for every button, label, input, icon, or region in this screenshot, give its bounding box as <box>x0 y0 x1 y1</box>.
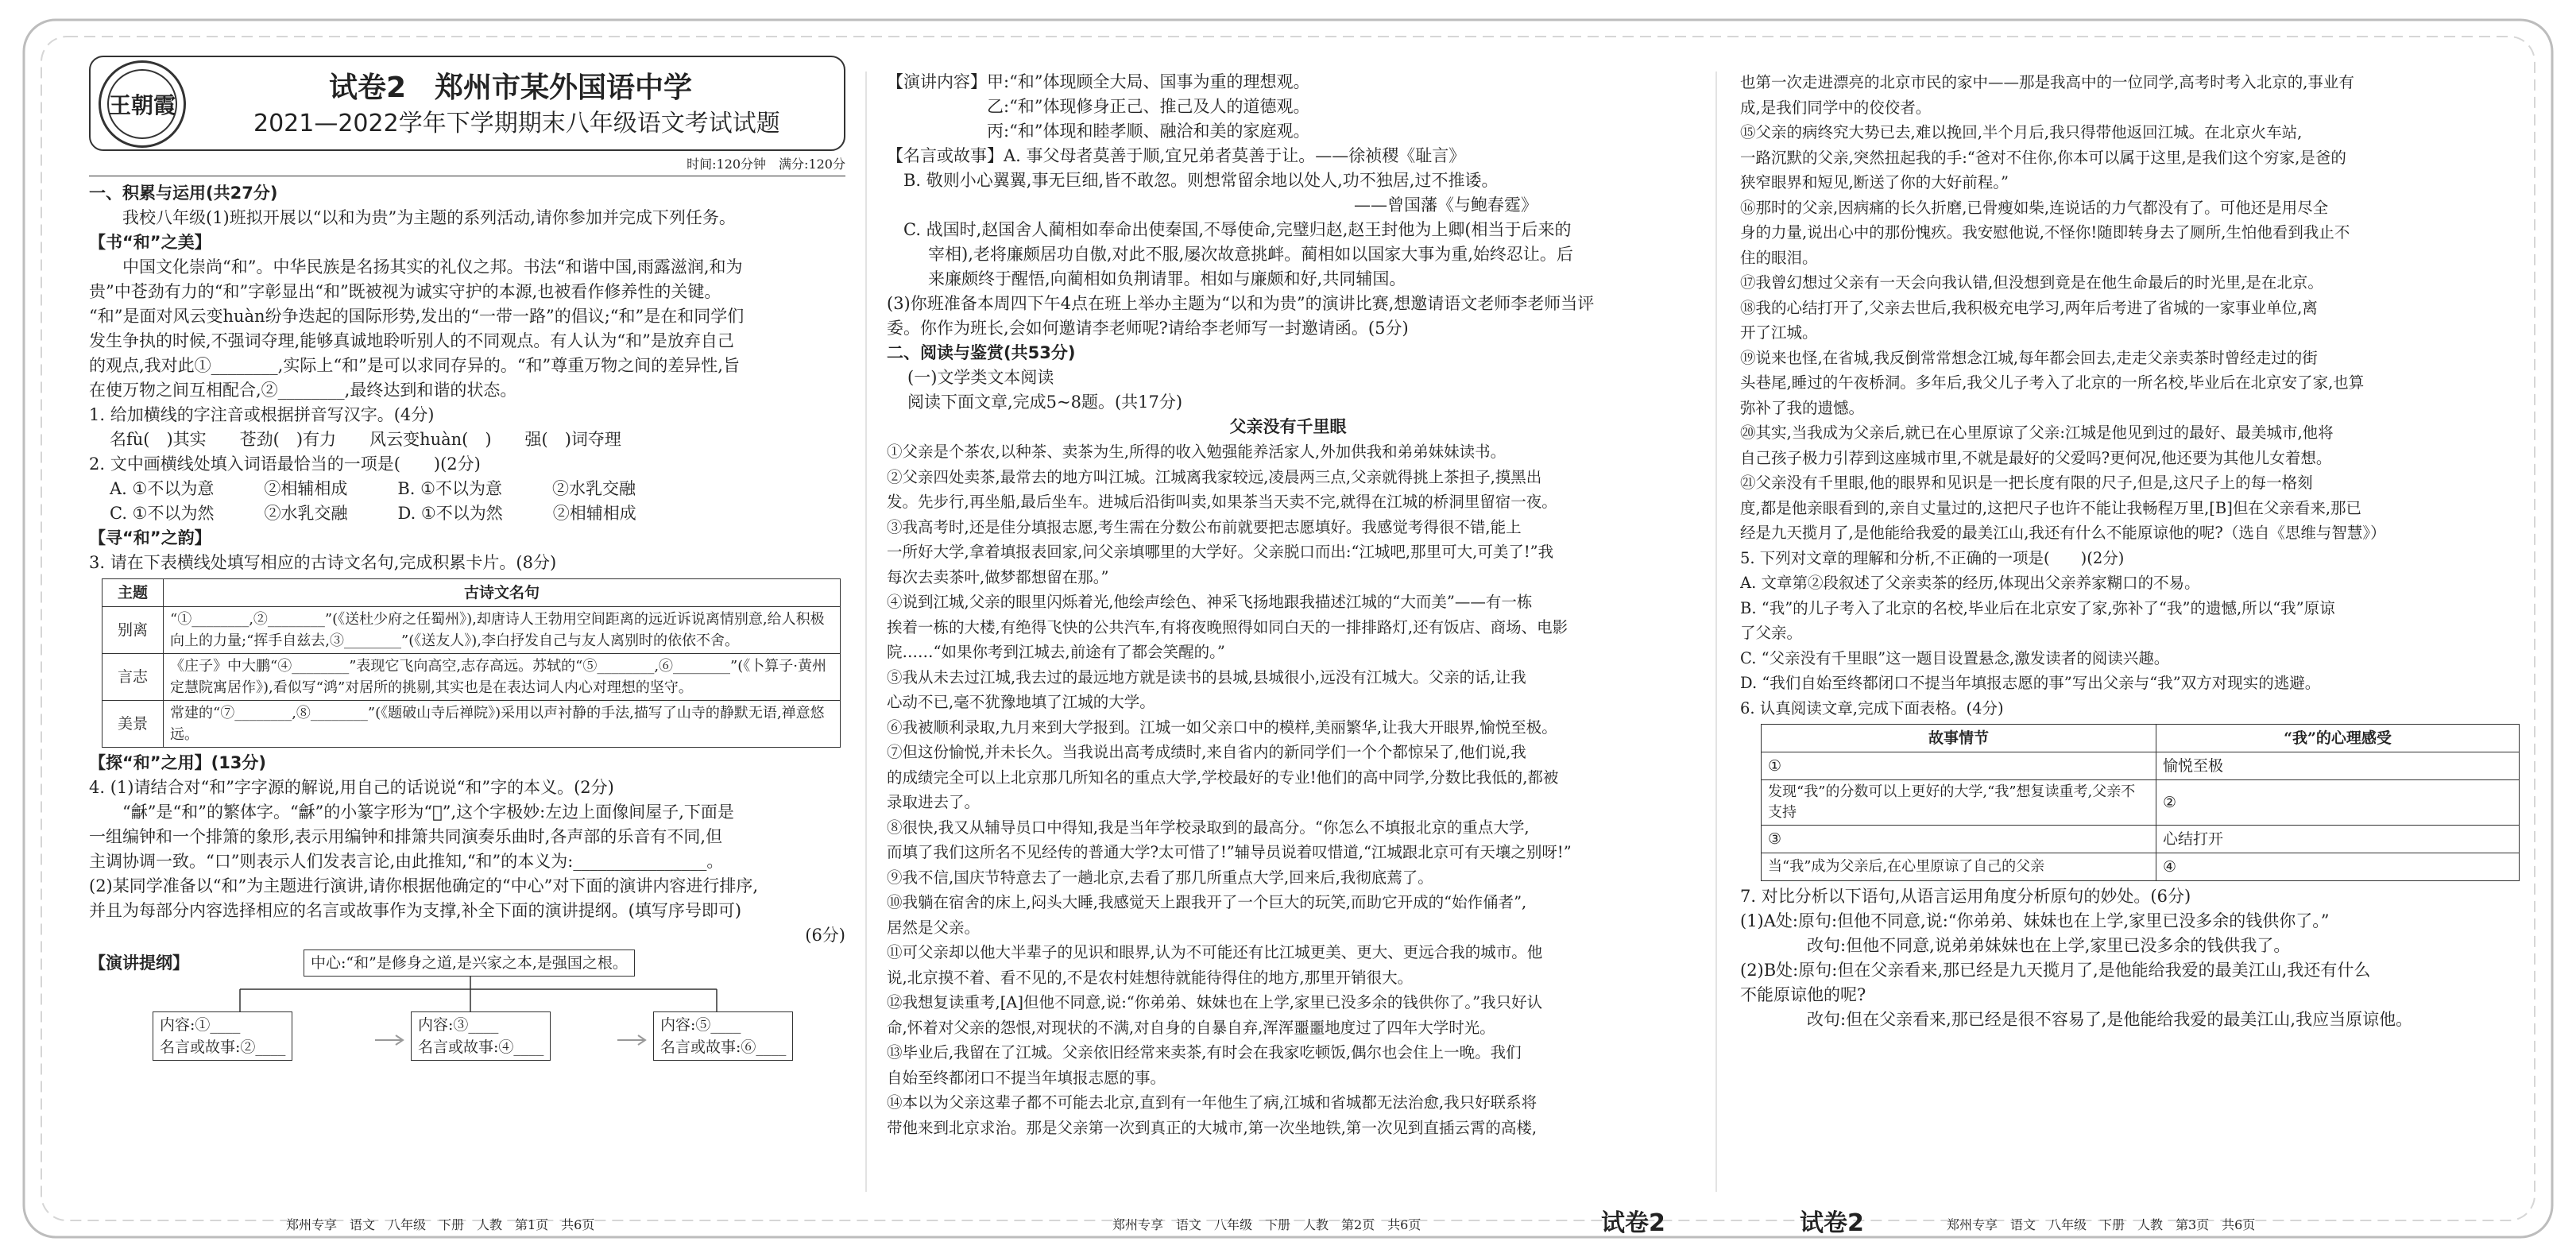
table-cell: 言志 <box>102 654 164 701</box>
text-line: 也第一次走进漂亮的北京市民的家中——那是我高中的一位同学,高考时考入北京的,事业有 <box>1740 73 2354 91</box>
text-line: ⑰我曾幻想过父亲有一天会向我认错,但没想到竟是在他生命最后的时光里,是在北京。 <box>1740 273 2323 292</box>
article-line: 自始至终都闭口不提当年填报志愿的事。 <box>887 1068 1166 1087</box>
text-line: 了父亲。 <box>1740 624 1803 642</box>
instruction: 阅读下面文章,完成5~8题。(共17分) <box>907 393 1183 412</box>
text-line: 头巷尾,睡过的午夜桥洞。多年后,我父儿子考入了北京的一所名校,毕业后在北京安了家,也算 <box>1740 373 2365 392</box>
table-cell: 美景 <box>102 701 164 748</box>
text-line: 一路沉默的父亲,突然扭起我的手:“爸对不住你,你本可以属于这里,是我们这个穷家,是爸的 <box>1740 148 2346 167</box>
question-2-options-ab: A. ①不以为意 ②相辅相成 B. ①不以为意 ②水乳交融 <box>110 479 636 498</box>
outline-box-1[interactable] <box>153 1011 292 1061</box>
text-line: (2)B处:原句:但在父亲看来,那已经是九天揽月了,是他能给我爱的最美江山,我还有什么 <box>1740 961 2371 980</box>
article-line: ⑤我从未去过江城,我去过的最远地方就是读书的县城,县城很小,远没有江城大。父亲的话,让我 <box>887 667 1526 687</box>
article-line: ⑫我想复读重考,[A]但他不同意,说:“你弟弟、妹妹也在上学,家里已没多余的钱供你了。”我只好认 <box>887 993 1543 1011</box>
text-line: A. 文章第②段叙述了父亲卖茶的经历,体现出父亲养家糊口的不易。 <box>1740 574 2200 592</box>
article-line: 院……“如果你考到江城去,前途有了都会笑醒的。” <box>887 643 1225 661</box>
table-cell: 心结打开 <box>2156 826 2520 853</box>
outline-box-content: 内容:①____ <box>160 1016 241 1034</box>
text-line: 7. 对比分析以下语句,从语言运用角度分析原句的妙处。(6分) <box>1740 887 2191 906</box>
speech-outline-diagram <box>89 948 845 1083</box>
article-line: ④说到江城,父亲的眼里闪烁着光,他绘声绘色、神采飞扬地跟我描述江城的“大而美”——有一栋 <box>887 593 1533 611</box>
table-cell: 别离 <box>102 607 164 654</box>
table-cell[interactable]: 《庄子》中大鹏“④________”表现它飞向高空,志存高远。苏轼的“⑤________,⑥________”(《卜算子·黄州定慧院寓居作》),看似写“鸿”对居所的挑剔,其实也是在表达词人内心对理想的坚守。 <box>164 654 841 701</box>
table-cell[interactable]: ③ <box>1762 826 2156 853</box>
outline-box-quote: 名言或故事:④____ <box>418 1038 544 1056</box>
text-line: 经是九天揽月了,是他能给我爱的最美江山,我还有什么不能原谅他的呢?（选自《思维与智慧》） <box>1740 524 2386 542</box>
question-3: 3. 请在下表横线处填写相应的古诗文名句,完成积累卡片。(8分) <box>89 553 557 572</box>
text-line: “龢”是“和”的繁体字。“龢”的小篆字形为“𪛉”,这个字极妙:左边上面像间屋子,下面是 <box>122 803 734 822</box>
text-line: 开了江城。 <box>1740 323 1818 342</box>
article-line: ⑧很快,我又从辅导员口中得知,我是当年学校录取到的最高分。“你怎么不填报北京的重点大学, <box>887 818 1530 837</box>
text-line: 身的力量,说出心中的那份愧疚。我安慰他说,不怪你!随即转身去了厕所,生怕他看到我止不 <box>1740 223 2350 242</box>
text-line: “和”是面对风云变huàn纷争迭起的国际形势,发出的“一带一路”的倡议;“和”是在和同学们 <box>89 307 745 326</box>
table-header: 古诗文名句 <box>164 579 841 607</box>
text-line: ㉑父亲没有千里眼,他的眼界和见识是一把长度有限的尺子,但是,这尺子上的每一格刻 <box>1740 474 2313 492</box>
table-cell[interactable]: ② <box>2156 780 2520 826</box>
text-line: (1)A处:原句:但他不同意,说:“你弟弟、妹妹也在上学,家里已没多余的钱供你了。” <box>1740 911 2330 930</box>
table-cell: 当“我”成为父亲后,在心里原谅了自己的父亲 <box>1762 853 2156 881</box>
table-row <box>1762 780 2520 826</box>
outline-label: 【演讲提纲】 <box>89 953 189 973</box>
table-row <box>1762 853 2520 881</box>
table-header: 故事情节 <box>1762 725 2156 752</box>
time-info: 时间:120分钟 满分:120分 <box>89 154 845 176</box>
text-line: 改句:但在父亲看来,那已经是很不容易了,是他能给我爱的最美江山,我应当原谅他。 <box>1740 1010 2413 1029</box>
article-body <box>887 439 1689 1140</box>
table-row <box>1762 826 2520 853</box>
page-3 <box>1740 70 2535 1214</box>
publisher-logo <box>99 60 186 148</box>
section-heading: 一、积累与运用(共27分) <box>89 184 278 203</box>
table-header: “我”的心理感受 <box>2156 725 2520 752</box>
outline-box-content: 内容:⑤____ <box>660 1016 741 1034</box>
text-line: ⑱我的心结打开了,父亲去世后,我积极充电学习,两年后考进了省城的一家事业单位,离 <box>1740 298 2318 317</box>
logo-text: 王朝霞 <box>107 69 177 139</box>
subsection-heading: 【寻“和”之韵】 <box>89 528 211 547</box>
exam-title: 试卷2 郑州市某外国语中学 <box>329 72 693 104</box>
article-line: ②父亲四处卖茶,最常去的地方叫江城。江城离我家较远,凌晨两三点,父亲就得挑上茶担子,摸黑出 <box>887 467 1542 486</box>
quote-line: 【名言或故事】A. 事父母者莫善于顺,宜兄弟者莫善于让。——徐祯稷《耻言》 <box>887 146 1466 165</box>
text-line: 一组编钟和一个排箫的象形,表示用编钟和排箫共同演奏乐曲时,各声部的乐音有不同,但 <box>89 827 723 846</box>
outline-box-content: 内容:③____ <box>418 1016 499 1034</box>
table-header: 主题 <box>102 579 164 607</box>
page-1-footer: 郑州专享 语文 八年级 下册 人教 第1页 共6页 <box>286 1217 595 1232</box>
speech-content: 【演讲内容】甲:“和”体现顾全大局、国事为重的理想观。 <box>887 72 1310 91</box>
text-line: 住的眼泪。 <box>1740 248 1818 267</box>
text-line: 狭窄眼界和短见,断送了你的大好前程。” <box>1740 173 2009 191</box>
text-line: 我校八年级(1)班拟开展以“以和为贵”为主题的系列活动,请你参加并完成下列任务。 <box>122 208 736 227</box>
question-1: 1. 给加横线的字注音或根据拼音写汉字。(4分) <box>89 405 435 424</box>
article-line: 每次去卖茶叶,做梦都想留在那。” <box>887 567 1109 586</box>
text-line: 发生争执的时候,不强词夺理,能够真诚地聆听别人的不同观点。有人认为“和”是放弃自己 <box>89 331 734 350</box>
article-line: 发。先步行,再坐船,最后坐车。进城后沿街叫卖,如果茶当天卖不完,就得在江城的桥洞里留宿一夜。 <box>887 493 1557 511</box>
text-line: 改句:但他不同意,说弟弟妹妹也在上学,家里已没多余的钱供我了。 <box>1740 936 2291 955</box>
speech-content: 乙:“和”体现修身正己、推己及人的道德观。 <box>887 97 1310 116</box>
table-cell: 发现“我”的分数可以上更好的大学,“我”想复读重考,父亲不支持 <box>1762 780 2156 826</box>
text-line: 并且为每部分内容选择相应的名言或故事作为支撑,补全下面的演讲提纲。(填写序号即可) <box>89 901 742 920</box>
speech-content: 丙:“和”体现和睦孝顺、融洽和美的家庭观。 <box>887 122 1310 141</box>
quote-line: C. 战国时,赵国舍人蔺相如奉命出使秦国,不辱使命,完璧归赵,赵王封他为上卿(相当于后来的 <box>887 220 1572 239</box>
quote-line: 宰相),老将廉颇居功自傲,对此不服,屡次故意挑衅。蔺相如以国家大事为重,始终忍让。后 <box>928 245 1573 264</box>
text-line: 成,是我们同学中的佼佼者。 <box>1740 98 1932 117</box>
text-line: 中国文化崇尚“和”。中华民族是名扬其实的礼仪之邦。书法“和谐中国,雨露滋润,和为 <box>122 257 743 277</box>
table-row <box>1762 752 2520 780</box>
article-line: 录取进去了。 <box>887 793 981 811</box>
article-line: 心动不已,毫不犹豫地填了江城的大学。 <box>887 693 1155 711</box>
table-cell: 愉悦至极 <box>2156 752 2520 780</box>
article-line: ①父亲是个茶农,以种茶、卖茶为生,所得的收入勉强能养活家人,外加供我和弟弟妹妹读书。 <box>887 443 1507 461</box>
outline-box-quote: 名言或故事:②____ <box>160 1038 286 1056</box>
section-heading: 二、阅读与鉴赏(共53分) <box>887 343 1076 362</box>
article-line: 的成绩完全可以上北京那几所知名的重点大学,学校最好的专业!他们的高中同学,分数比我低的,都被 <box>887 768 1559 787</box>
article-line: 带他来到北京求治。那是父亲第一次到真正的大城市,第一次坐地铁,第一次见到直插云霄的高楼, <box>887 1118 1537 1137</box>
article-line: ⑪可父亲却以他大半辈子的见识和眼界,认为不可能还有比江城更美、更大、更远合我的城市。他 <box>887 943 1543 961</box>
page-3-text <box>1740 70 2535 721</box>
text-line: 6. 认真阅读文章,完成下面表格。(4分) <box>1740 698 2004 717</box>
article-line: ⑨我不信,国庆节特意去了一趟北京,去看了那几所重点大学,回来后,我彻底蔫了。 <box>887 868 1433 887</box>
article-line: ⑬毕业后,我留在了江城。父亲依旧经常来卖茶,有时会在我家吃顿饭,偶尔也会住上一晚。我们 <box>887 1043 1522 1062</box>
quote-line: 来廉颇终于醒悟,向蔺相如负荆请罪。相如与廉颇和好,共同辅国。 <box>928 269 1406 288</box>
table-row <box>102 607 841 654</box>
table-cell[interactable]: “①________,②________”(《送杜少府之任蜀州》),却唐诗人王勃用空间距离的远近诉说离情别意,给人积极向上的力量;“挥手自兹去,③________”(《送友人》),李白抒发自己与友人离别时的依依不舍。 <box>164 607 841 654</box>
page-2 <box>887 70 1689 1214</box>
article-line: 一所好大学,拿着填报表回家,问父亲填哪里的大学好。父亲脱口而出:“江城吧,那里可大,可美了!”我 <box>887 543 1554 561</box>
question-1-items: 名fù( )其实 苍劲( )有力 风云变huàn( ) 强( )词夺理 <box>110 430 621 449</box>
text-line: 贵”中苍劲有力的“和”字彰显出“和”既被视为诚实守护的本源,也被看作修养性的关键。 <box>89 282 721 301</box>
page-2-footer: 郑州专享 语文 八年级 下册 人教 第2页 共6页 <box>1112 1217 1421 1232</box>
text-line: ⑳其实,当我成为父亲后,就已在心里原谅了父亲:江城是他见到过的最好、最美城市,他将 <box>1740 424 2334 442</box>
subsection-heading: 【书“和”之美】 <box>89 233 211 252</box>
quote-source: ——曾国藩《与鲍春霆》 <box>887 195 1537 215</box>
outline-box-quote: 名言或故事:⑥____ <box>660 1038 787 1056</box>
exam-header <box>89 56 845 151</box>
question-2-options-cd: C. ①不以为然 ②水乳交融 D. ①不以为然 ②相辅相成 <box>110 504 636 523</box>
text-line: 度,都是他亲眼看到的,亲自丈量过的,这把尺子也许不能让我畅程万里,[B]但在父亲看来,那已 <box>1740 498 2362 517</box>
text-line: 在使万物之间互相配合,②________,最终达到和谐的状态。 <box>89 381 517 400</box>
article-line: 而填了我们这所名不见经传的普通大学?太可惜了!”辅导员说着叹惜道,“江城跟北京可有天壤之别呀!” <box>887 843 1572 861</box>
table-cell[interactable]: 常建的“⑦________,⑧________”(《题破山寺后禅院》)采用以声衬静的手法,描写了山寺的静默无语,禅意悠远。 <box>164 701 841 748</box>
table-cell[interactable]: ① <box>1762 752 2156 780</box>
text-line: ⑮父亲的病终究大势已去,难以挽回,半个月后,我只得带他返回江城。在北京火车站, <box>1740 123 2303 141</box>
page-3-question-7 <box>1740 884 2535 1032</box>
story-feeling-table <box>1761 724 2520 881</box>
article-line: 说,北京摸不着、看不见的,不是农村娃想待就能待得住的地方,那里开销很大。 <box>887 968 1414 987</box>
article-line: ③我高考时,还是佳分填报志愿,考生需在分数公布前就要把志愿填好。我感觉考得很不错,能上 <box>887 517 1522 536</box>
outline-center-box: 中心:“和”是修身之道,是兴家之本,是强国之根。 <box>304 950 635 977</box>
text-line: 不能原谅他的呢? <box>1740 985 1866 1004</box>
exam-subtitle: 2021—2022学年下学期期末八年级语文考试试题 <box>253 110 780 137</box>
subsection-heading: 【探“和”之用】(13分) <box>89 753 267 772</box>
poem-table <box>102 578 841 748</box>
text-line: (6分) <box>805 926 845 945</box>
table-cell[interactable]: ④ <box>2156 853 2520 881</box>
article-line: 命,怀着对父亲的怨恨,对现状的不满,对自身的自暴自弃,浑浑噩噩地度过了四年大学时光。 <box>887 1018 1495 1037</box>
text-line: 5. 下列对文章的理解和分析,不正确的一项是( )(2分) <box>1740 548 2125 567</box>
text-line: C. “父亲没有千里眼”这一题目设置悬念,激发读者的阅读兴趣。 <box>1740 648 2170 667</box>
article-line: ⑩我躺在宿舍的床上,闷头大睡,我感觉天上跟我开了一个巨大的玩笑,而助它开成的“始作俑者”, <box>887 893 1527 911</box>
paper-tag-left: 试卷2 <box>1800 1209 1864 1237</box>
article-line: ⑦但这份愉悦,并未长久。当我说出高考成绩时,来自省内的新同学们一个个都惊呆了,他们说,我 <box>887 743 1526 761</box>
text-line: 自己孩子极力引荐到这座城市里,不就是最好的父爱吗?更何况,他还要为其他儿女着想。 <box>1740 448 2332 467</box>
text-line: (2)某同学准备以“和”为主题进行演讲,请你根据他确定的“中心”对下面的演讲内容进行排序, <box>89 876 759 895</box>
question-4: 4. (1)请结合对“和”字字源的解说,用自己的话说说“和”字的本义。(2分) <box>89 778 614 797</box>
article-title: 父亲没有千里眼 <box>1229 417 1347 436</box>
text-line: B. “我”的儿子考入了北京的名校,毕业后在北京安了家,弥补了“我”的遗憾,所以“我”原谅 <box>1740 598 2335 617</box>
text-line: D. “我们自始至终都闭口不提当年填报志愿的事”写出父亲与“我”双方对现实的逃避。 <box>1740 674 2321 692</box>
page-1 <box>89 56 845 1200</box>
article-line: 居然是父亲。 <box>887 918 981 937</box>
article-line: ⑭本以为父亲这辈子都不可能去北京,直到有一年他生了病,江城和省城都无法治愈,我只好联系将 <box>887 1093 1537 1112</box>
page-3-footer: 郑州专享 语文 八年级 下册 人教 第3页 共6页 <box>1947 1217 2256 1232</box>
quote-line: B. 敬则小心翼翼,事无巨细,皆不敢忽。则想常留余地以处人,功不独居,过不推诿。 <box>887 171 1499 190</box>
text-line: ⑲说来也怪,在省城,我反倒常常想念江城,每年都会回去,走走父亲卖茶时曾经走过的街 <box>1740 348 2318 367</box>
subsection-heading: (一)文学类文本阅读 <box>907 368 1054 387</box>
paper-tag-right: 试卷2 <box>1601 1209 1665 1237</box>
table-row <box>102 701 841 748</box>
text-line: 弥补了我的遗憾。 <box>1740 398 1865 417</box>
article-line: 挨着一栋的大楼,有绝得飞快的公共汽车,有将夜晚照得如同白天的一排排路灯,还有饭店、商场、电影 <box>887 617 1568 636</box>
outline-box-3[interactable] <box>653 1011 793 1061</box>
text-line: 的观点,我对此①________,实际上“和”是可以求同存异的。“和”尊重万物之间的差异性,旨 <box>89 356 740 375</box>
outline-box-2[interactable] <box>411 1011 551 1061</box>
question-2: 2. 文中画横线处填入词语最恰当的一项是( )(2分) <box>89 454 481 474</box>
table-row <box>102 654 841 701</box>
question-4-3: (3)你班准备本周四下午4点在班上举办主题为“以和为贵”的演讲比赛,想邀请语文老师李老师当评 <box>887 294 1595 313</box>
article-line: ⑥我被顺利录取,九月来到大学报到。江城一如父亲口中的模样,美丽繁华,让我大开眼界,愉悦至极。 <box>887 717 1557 737</box>
question-4-3-cont: 委。你作为班长,会如何邀请李老师呢?请给李老师写一封邀请函。(5分) <box>887 319 1409 338</box>
text-line: 主调协调一致。“口”则表示人们发表言论,由此推知,“和”的本义为:________________。 <box>89 852 724 871</box>
text-line: ⑯那时的父亲,因病痛的长久折磨,已骨瘦如柴,连说话的力气都没有了。可他还是用尽全 <box>1740 198 2329 217</box>
